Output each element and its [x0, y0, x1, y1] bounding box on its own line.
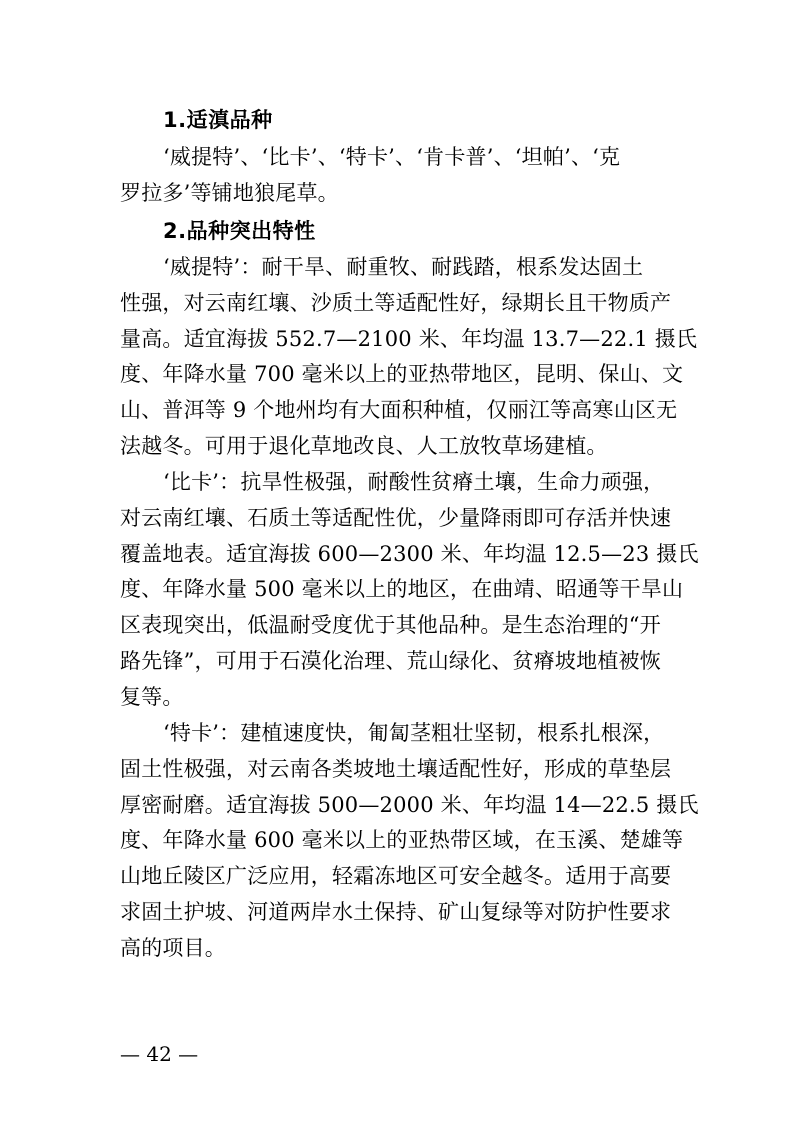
paragraph-variety-list [120, 140, 675, 212]
text-line: 量高。适宜海拔 552.7—2100 米、年均温 13.7—22.1 摄氏 [120, 326, 698, 351]
paragraph-weitite [120, 250, 698, 465]
text-line: 山、普洱等 9 个地州均有大面积种植，仅丽江等高寒山区无 [120, 398, 678, 423]
text-line: 罗拉多’等铺地狼尾草。 [120, 180, 339, 205]
text-line: 复等。 [120, 684, 184, 709]
text-line: 覆盖地表。适宜海拔 600—2300 米、年均温 12.5—23 摄氏 [120, 541, 699, 566]
text-line: 度、年降水量 700 毫米以上的亚热带地区，昆明、保山、文 [120, 362, 684, 387]
text-line: ‘威提特’、‘比卡’、‘特卡’、‘肯卡普’、‘坦帕’、‘克 [163, 145, 621, 169]
paragraph-bika [120, 465, 699, 716]
text-line: 度、年降水量 500 毫米以上的地区，在曲靖、昭通等干旱山 [120, 577, 684, 602]
text-line: 厚密耐磨。适宜海拔 500—2000 米、年均温 14—22.5 摄氏 [120, 792, 699, 817]
text-line: 法越冬。可用于退化草地改良、人工放牧草场建植。 [120, 433, 608, 458]
text-line: ‘威提特’：耐干旱、耐重牧、耐践踏，根系发达固土 [163, 255, 644, 279]
paragraph-teka [120, 716, 699, 967]
text-line: ‘比卡’：抗旱性极强，耐酸性贫瘠土壤，生命力顽强， [163, 470, 665, 494]
text-line: 路先锋”，可用于石漠化治理、荒山绿化、贫瘠坡地植被恢 [120, 648, 661, 673]
section-heading-characteristics: 2.品种突出特性 [163, 219, 316, 243]
text-line: 性强，对云南红壤、沙质土等适配性好，绿期长且干物质产 [120, 290, 672, 315]
page-number: — 42 — [120, 1042, 199, 1066]
text-line: 高的项目。 [120, 935, 226, 960]
text-line: 固土性极强，对云南各类坡地土壤适配性好，形成的草垫层 [120, 756, 672, 781]
text-line: 度、年降水量 600 毫米以上的亚热带区域，在玉溪、楚雄等 [120, 828, 684, 853]
section-heading-varieties: 1.适滇品种 [163, 108, 273, 132]
text-line: ‘特卡’：建植速度快，匍匐茎粗壮坚韧，根系扎根深， [163, 721, 665, 745]
text-line: 求固土护坡、河道两岸水土保持、矿山复绿等对防护性要求 [120, 899, 672, 924]
text-line: 区表现突出，低温耐受度优于其他品种。是生态治理的“开 [120, 613, 661, 638]
text-line: 对云南红壤、石质土等适配性优，少量降雨即可存活并快速 [120, 505, 672, 530]
text-line: 山地丘陵区广泛应用，轻霜冻地区可安全越冬。适用于高要 [120, 864, 672, 889]
